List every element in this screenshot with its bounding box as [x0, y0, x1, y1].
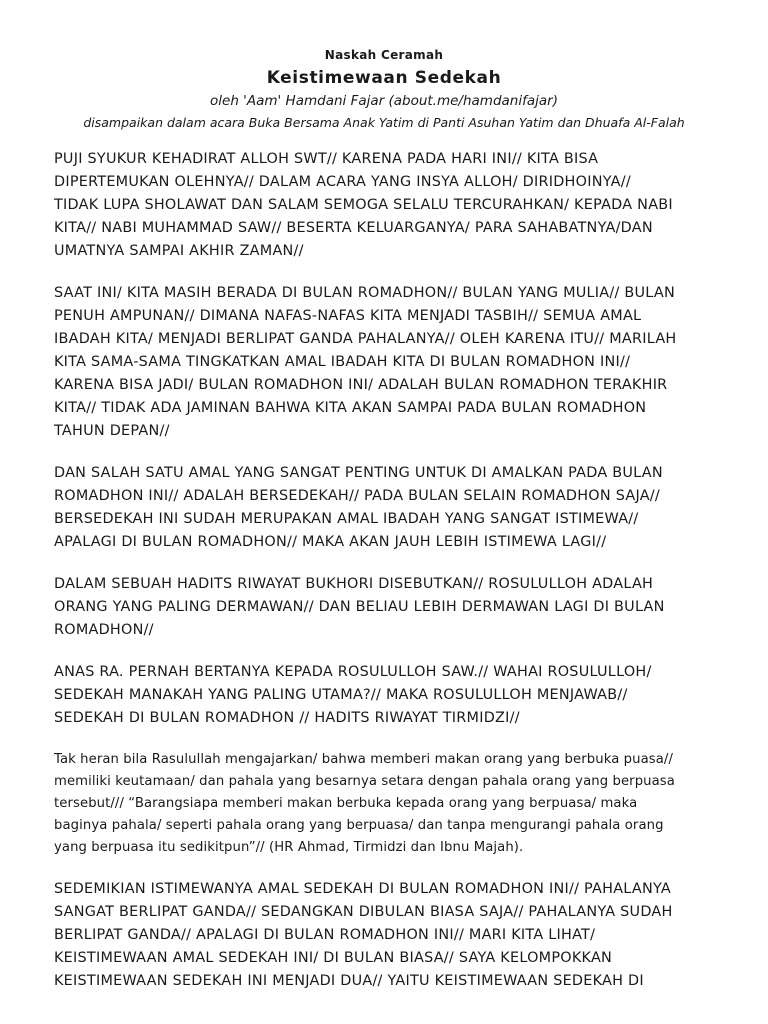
document-author: oleh 'Aam' Hamdani Fajar (about.me/hamdanifajar)	[210, 93, 558, 109]
paragraph-romadhon: SAAT INI/ KITA MASIH BERADA DI BULAN ROMADHON// BULAN YANG MULIA// BULAN PENUH AMPUNAN// DIMANA NAFAS-NAFAS KITA MENJADI TASBIH// SEMUA AMAL IBADAH KITA/ MENJADI BERLIPAT GANDA PAHALANYA// OLEH KARENA ITU// MARILAH KITA SAMA-SAMA TINGKATKAN AMAL IBADAH KITA DI BULAN ROMADHON INI// KARENA BISA JADI/ BULAN ROMADHON INI/ ADALAH BULAN ROMADHON TERAKHIR KITA// TIDAK ADA JAMINAN BAHWA KITA AKAN SAMPAI PADA BULAN ROMADHON TAHUN DEPAN//	[54, 285, 677, 439]
document-title: Keistimewaan Sedekah	[266, 68, 502, 88]
paragraph-quote: Tak heran bila Rasulullah mengajarkan/ bahwa memberi makan orang yang berbuka puasa// memiliki keutamaan/ dan pahala yang besarnya setara dengan pahala orang yang berpuasa tersebut/// “Barangsiapa memberi makan berbuka kepada orang yang berpuasa/ maka baginya pahala/ seperti pahala orang yang berpuasa/ dan tanpa mengurangi pahala orang yang berpuasa itu sedikitpun”// (HR Ahmad, Tirmidzi dan Ibnu Majah).	[54, 752, 675, 855]
paragraph-opening: PUJI SYUKUR KEHADIRAT ALLOH SWT// KARENA PADA HARI INI// KITA BISA DIPERTEMUKAN OLEHNYA// DALAM ACARA YANG INSYA ALLOH/ DIRIDHOINYA// TIDAK LUPA SHOLAWAT DAN SALAM SEMOGA SELALU TERCURAHKAN/ KEPADA NABI KITA// NABI MUHAMMAD SAW// BESERTA KELUARGANYA/ PARA SAHABATNYA/DAN UMATNYA SAMPAI AKHIR ZAMAN//	[54, 151, 673, 259]
document-venue: disampaikan dalam acara Buka Bersama Anak Yatim di Panti Asuhan Yatim dan Dhuafa Al-Falah	[83, 115, 685, 130]
paragraph-hadits-bukhori: DALAM SEBUAH HADITS RIWAYAT BUKHORI DISEBUTKAN// ROSULULLOH ADALAH ORANG YANG PALING DERMAWAN// DAN BELIAU LEBIH DERMAWAN LAGI DI BULAN ROMADHON//	[54, 576, 665, 638]
paragraph-sedekah: DAN SALAH SATU AMAL YANG SANGAT PENTING UNTUK DI AMALKAN PADA BULAN ROMADHON INI// ADALAH BERSEDEKAH// PADA BULAN SELAIN ROMADHON SAJA// BERSEDEKAH INI SUDAH MERUPAKAN AMAL IBADAH YANG SANGAT ISTIMEWA// APALAGI DI BULAN ROMADHON// MAKA AKAN JAUH LEBIH ISTIMEWA LAGI//	[54, 465, 663, 550]
document-header	[0, 46, 768, 133]
paragraph-anas: ANAS RA. PERNAH BERTANYA KEPADA ROSULULLOH SAW.// WAHAI ROSULULLOH/ SEDEKAH MANAKAH YANG PALING UTAMA?// MAKA ROSULULLOH MENJAWAB// SEDEKAH DI BULAN ROMADHON // HADITS RIWAYAT TIRMIDZI//	[54, 664, 652, 726]
paragraph-keistimewaan: SEDEMIKIAN ISTIMEWANYA AMAL SEDEKAH DI BULAN ROMADHON INI// PAHALANYA SANGAT BERLIPAT GANDA// SEDANGKAN DIBULAN BIASA SAJA// PAHALANYA SUDAH BERLIPAT GANDA// APALAGI DI BULAN ROMADHON INI// MARI KITA LIHAT/ KEISTIMEWAAN AMAL SEDEKAH INI/ DI BULAN BIASA// SAYA KELOMPOKKAN KEISTIMEWAAN SEDEKAH INI MENJADI DUA// YAITU KEISTIMEWAAN SEDEKAH DI	[54, 881, 673, 989]
document-kicker: Naskah Ceramah	[324, 48, 444, 62]
document-body	[54, 148, 724, 1012]
